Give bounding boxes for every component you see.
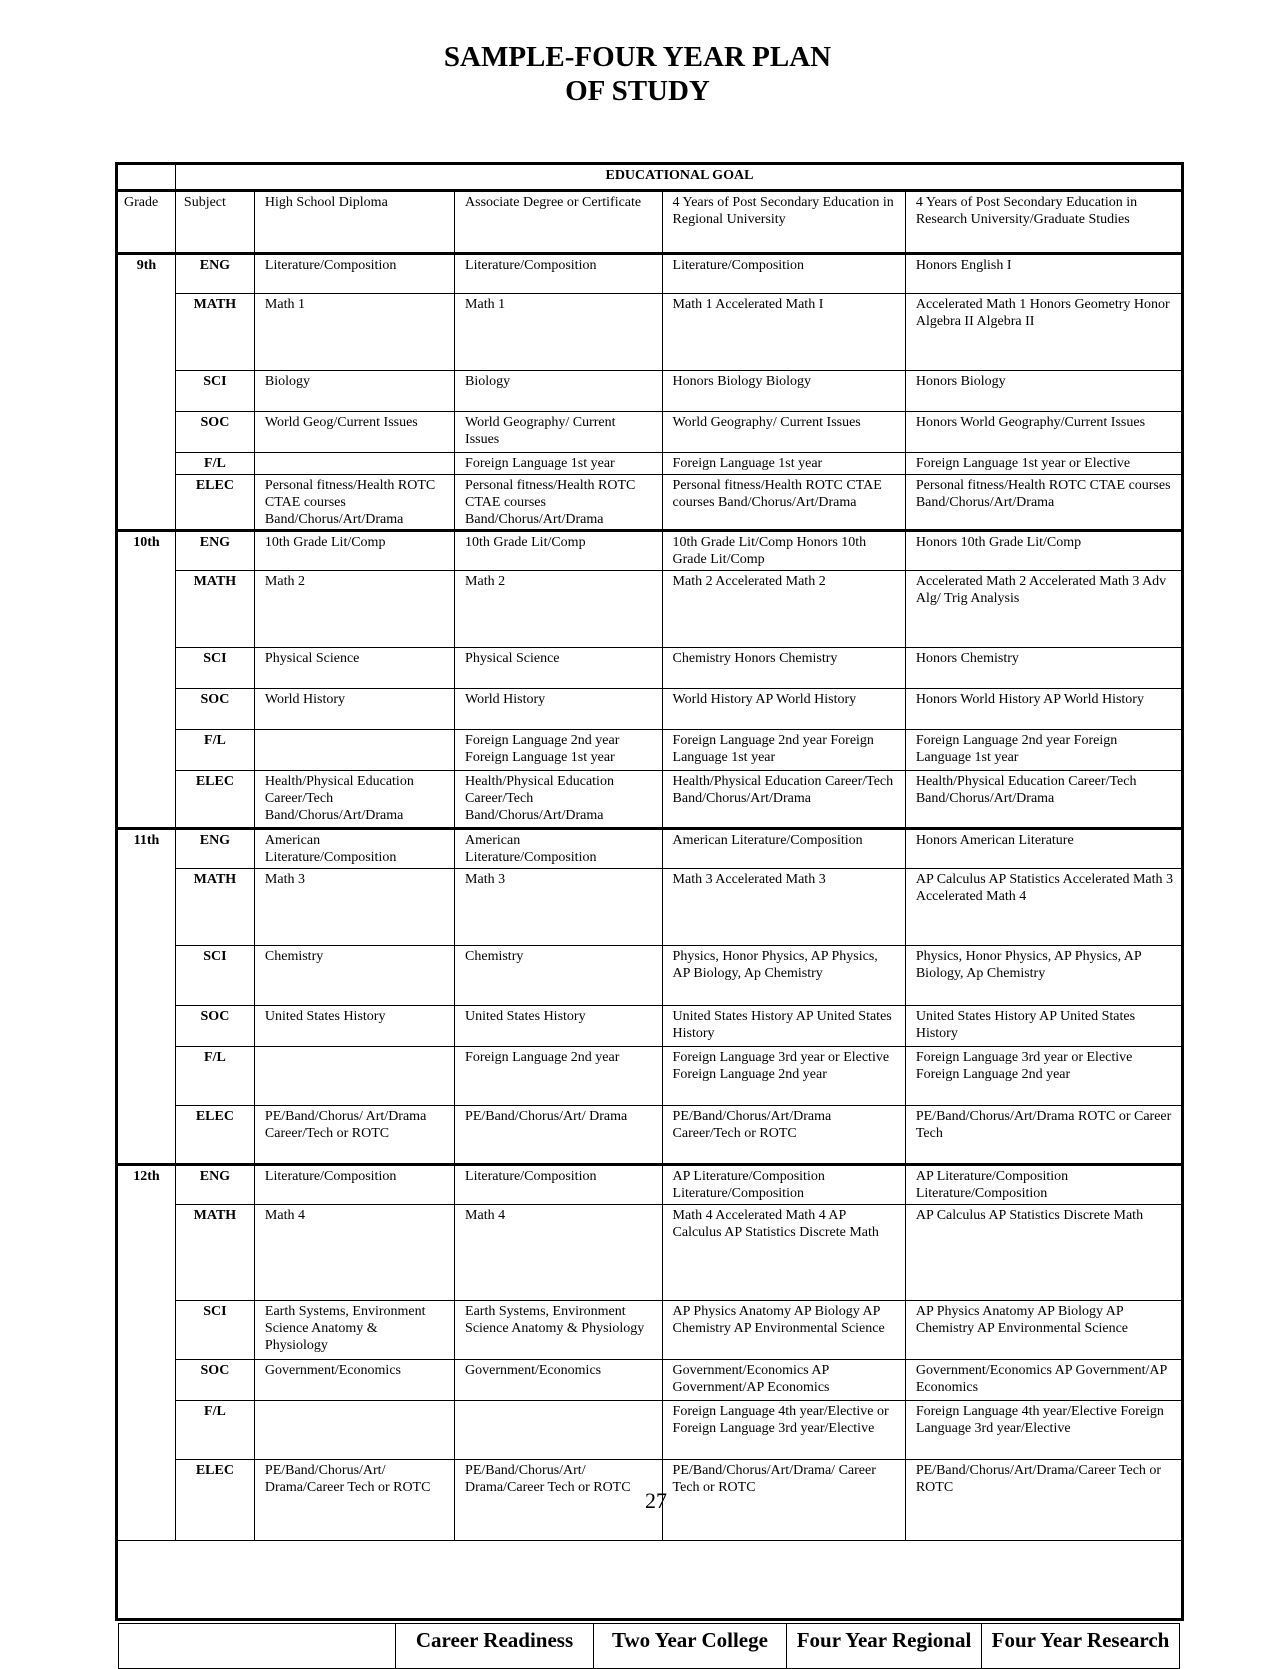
course-cell: AP Literature/Composition Literature/Composition [905,1165,1183,1205]
footer-cell-career: Career Readiness [396,1624,594,1669]
course-cell: Foreign Language 4th year/Elective or Foreign Language 3rd year/Elective [662,1401,905,1460]
course-cell: PE/Band/Chorus/Art/ Drama/Career Tech or ROTC [455,1460,663,1541]
course-cell: Biology [455,371,663,412]
course-cell: Math 3 [254,869,454,946]
subject-label: MATH [175,294,254,371]
page-title-line2: OF STUDY [565,75,710,107]
course-cell: 10th Grade Lit/Comp [254,531,454,571]
goal-header-associate: Associate Degree or Certificate [455,191,663,254]
subject-label: SCI [175,1301,254,1360]
plan-row [118,371,1184,412]
course-cell: Literature/Composition [254,254,454,294]
course-cell [254,1401,454,1460]
course-cell: Government/Economics [455,1360,663,1401]
course-cell: Math 2 Accelerated Math 2 [662,571,905,648]
plan-row [118,1360,1184,1401]
course-cell: Health/Physical Education Career/Tech Band/Chorus/Art/Drama [662,771,905,829]
course-cell: Health/Physical Education Career/Tech Band/Chorus/Art/Drama [905,771,1183,829]
subject-label: F/L [175,453,254,475]
course-cell: PE/Band/Chorus/Art/ Drama/Career Tech or ROTC [254,1460,454,1541]
subject-label: ELEC [175,1460,254,1541]
plan-table [117,164,1184,1541]
grade-column-header: Grade [118,191,176,254]
course-cell: Earth Systems, Environment Science Anatomy & Physiology [455,1301,663,1360]
footer-table [118,1623,1180,1669]
page-title-line1: SAMPLE-FOUR YEAR PLAN [443,41,832,73]
subject-label: ELEC [175,475,254,531]
subject-label: ELEC [175,1106,254,1165]
course-cell: Foreign Language 3rd year or Elective Foreign Language 2nd year [662,1047,905,1106]
course-cell: PE/Band/Chorus/Art/Drama/Career Tech or ROTC [905,1460,1183,1541]
plan-row [118,294,1184,371]
course-cell: Math 2 [455,571,663,648]
course-cell: United States History [254,1006,454,1047]
course-cell: Chemistry [254,946,454,1006]
plan-row [118,531,1184,571]
subject-label: SCI [175,371,254,412]
course-cell: Foreign Language 4th year/Elective Foreign Language 3rd year/Elective [905,1401,1183,1460]
course-cell: Math 4 [254,1205,454,1301]
course-cell: Math 3 [455,869,663,946]
course-cell: Physics, Honor Physics, AP Physics, AP Biology, Ap Chemistry [905,946,1183,1006]
course-cell: Physical Science [254,648,454,689]
grade-11th-label: 11th [118,829,176,1165]
course-cell: Honors World History AP World History [905,689,1183,730]
course-cell: Math 4 Accelerated Math 4 AP Calculus AP Statistics Discrete Math [662,1205,905,1301]
course-cell: AP Literature/Composition Literature/Composition [662,1165,905,1205]
course-cell: Personal fitness/Health ROTC CTAE courses Band/Chorus/Art/Drama [662,475,905,531]
footer-cell-two-year: Two Year College [594,1624,787,1669]
goal-header-regional: 4 Years of Post Secondary Education in Regional University [662,191,905,254]
subject-label: ELEC [175,771,254,829]
plan-row [118,1301,1184,1360]
course-cell: World Geography/ Current Issues [662,412,905,453]
course-cell: PE/Band/Chorus/Art/Drama ROTC or Career Tech [905,1106,1183,1165]
course-cell: American Literature/Composition [254,829,454,869]
course-cell: World History AP World History [662,689,905,730]
course-cell: Chemistry Honors Chemistry [662,648,905,689]
plan-row [118,1106,1184,1165]
course-cell: Biology [254,371,454,412]
course-cell: World Geog/Current Issues [254,412,454,453]
course-cell: Health/Physical Education Career/Tech Band/Chorus/Art/Drama [455,771,663,829]
course-cell: Foreign Language 2nd year Foreign Language 1st year [905,730,1183,771]
subject-label: F/L [175,730,254,771]
course-cell: AP Calculus AP Statistics Discrete Math [905,1205,1183,1301]
plan-row [118,1165,1184,1205]
course-cell: Honors Biology [905,371,1183,412]
course-cell: Government/Economics AP Government/AP Economics [662,1360,905,1401]
subject-label: SOC [175,412,254,453]
subject-label: MATH [175,571,254,648]
subject-label: MATH [175,869,254,946]
course-cell: United States History [455,1006,663,1047]
subject-label: F/L [175,1401,254,1460]
footer-cell-four-year-research: Four Year Research [982,1624,1180,1669]
footer-cell-four-year-regional: Four Year Regional [787,1624,982,1669]
course-cell: PE/Band/Chorus/Art/ Drama [455,1106,663,1165]
course-cell: 10th Grade Lit/Comp [455,531,663,571]
course-cell [254,453,454,475]
course-cell: PE/Band/Chorus/Art/Drama/ Career Tech or ROTC [662,1460,905,1541]
course-cell: Accelerated Math 2 Accelerated Math 3 Adv Alg/ Trig Analysis [905,571,1183,648]
plan-row [118,1205,1184,1301]
course-cell: Math 1 Accelerated Math I [662,294,905,371]
plan-row [118,1401,1184,1460]
grade-9th-label: 9th [118,254,176,531]
course-cell: PE/Band/Chorus/ Art/Drama Career/Tech or ROTC [254,1106,454,1165]
plan-row [118,946,1184,1006]
subject-label: ENG [175,531,254,571]
plan-row [118,648,1184,689]
course-cell: AP Physics Anatomy AP Biology AP Chemistry AP Environmental Science [905,1301,1183,1360]
course-cell: Literature/Composition [455,1165,663,1205]
subject-label: ENG [175,1165,254,1205]
course-cell: Honors Biology Biology [662,371,905,412]
course-cell: World History [455,689,663,730]
plan-row [118,771,1184,829]
course-cell: Personal fitness/Health ROTC CTAE courses Band/Chorus/Art/Drama [254,475,454,531]
course-cell: Math 1 [455,294,663,371]
subject-label: SOC [175,1006,254,1047]
plan-row [118,730,1184,771]
subject-label: ENG [175,829,254,869]
course-cell: Foreign Language 1st year [662,453,905,475]
plan-row [118,1006,1184,1047]
plan-row [118,1047,1184,1106]
subject-label: SCI [175,648,254,689]
course-cell [254,1047,454,1106]
course-cell: Honors 10th Grade Lit/Comp [905,531,1183,571]
course-cell: Foreign Language 2nd year Foreign Language 1st year [662,730,905,771]
course-cell: Honors Chemistry [905,648,1183,689]
course-cell: Foreign Language 2nd year Foreign Language 1st year [455,730,663,771]
course-cell: Personal fitness/Health ROTC CTAE courses Band/Chorus/Art/Drama [905,475,1183,531]
subject-label: SOC [175,1360,254,1401]
course-cell: Literature/Composition [662,254,905,294]
course-cell: Chemistry [455,946,663,1006]
subject-column-header: Subject [175,191,254,254]
course-cell: Foreign Language 2nd year [455,1047,663,1106]
course-cell: Honors American Literature [905,829,1183,869]
course-cell: Foreign Language 1st year or Elective [905,453,1183,475]
course-cell: Physical Science [455,648,663,689]
plan-row [118,869,1184,946]
course-cell: American Literature/Composition [455,829,663,869]
course-cell: Honors World Geography/Current Issues [905,412,1183,453]
course-cell: Foreign Language 1st year [455,453,663,475]
course-cell: Earth Systems, Environment Science Anatomy & Physiology [254,1301,454,1360]
plan-row [118,689,1184,730]
course-cell: American Literature/Composition [662,829,905,869]
course-cell: PE/Band/Chorus/Art/Drama Career/Tech or ROTC [662,1106,905,1165]
course-cell: Literature/Composition [455,254,663,294]
subject-label: ENG [175,254,254,294]
course-cell: Honors English I [905,254,1183,294]
plan-row [118,829,1184,869]
subject-label: SCI [175,946,254,1006]
course-cell [455,1401,663,1460]
subject-label: MATH [175,1205,254,1301]
course-cell: Health/Physical Education Career/Tech Band/Chorus/Art/Drama [254,771,454,829]
subject-label: F/L [175,1047,254,1106]
course-cell: Foreign Language 3rd year or Elective Foreign Language 2nd year [905,1047,1183,1106]
course-cell: Math 2 [254,571,454,648]
course-cell: United States History AP United States History [662,1006,905,1047]
course-cell: Math 3 Accelerated Math 3 [662,869,905,946]
grade-10th-label: 10th [118,531,176,829]
goal-header-research: 4 Years of Post Secondary Education in Research University/Graduate Studies [905,191,1183,254]
course-cell: Math 1 [254,294,454,371]
grade-12th-label: 12th [118,1165,176,1541]
course-cell: World Geography/ Current Issues [455,412,663,453]
course-cell: Literature/Composition [254,1165,454,1205]
plan-row [118,254,1184,294]
page-number: 27 [645,1488,667,1513]
plan-row [118,453,1184,475]
course-cell: World History [254,689,454,730]
course-cell: 10th Grade Lit/Comp Honors 10th Grade Lit/Comp [662,531,905,571]
course-cell: Personal fitness/Health ROTC CTAE courses Band/Chorus/Art/Drama [455,475,663,531]
course-cell: Physics, Honor Physics, AP Physics, AP Biology, Ap Chemistry [662,946,905,1006]
course-cell: Government/Economics AP Government/AP Economics [905,1360,1183,1401]
footer-cell-blank [119,1624,396,1669]
course-cell: AP Physics Anatomy AP Biology AP Chemistry AP Environmental Science [662,1301,905,1360]
subject-label: SOC [175,689,254,730]
goal-header-high-school: High School Diploma [254,191,454,254]
course-cell: Government/Economics [254,1360,454,1401]
course-cell: United States History AP United States History [905,1006,1183,1047]
course-cell [254,730,454,771]
course-cell: AP Calculus AP Statistics Accelerated Math 3 Accelerated Math 4 [905,869,1183,946]
course-cell: Accelerated Math 1 Honors Geometry Honor Algebra II Algebra II [905,294,1183,371]
course-cell: Math 4 [455,1205,663,1301]
plan-row [118,412,1184,453]
plan-row [118,475,1184,531]
header-corner [118,165,176,191]
educational-goal-header: EDUCATIONAL GOAL [175,165,1183,191]
plan-row [118,571,1184,648]
